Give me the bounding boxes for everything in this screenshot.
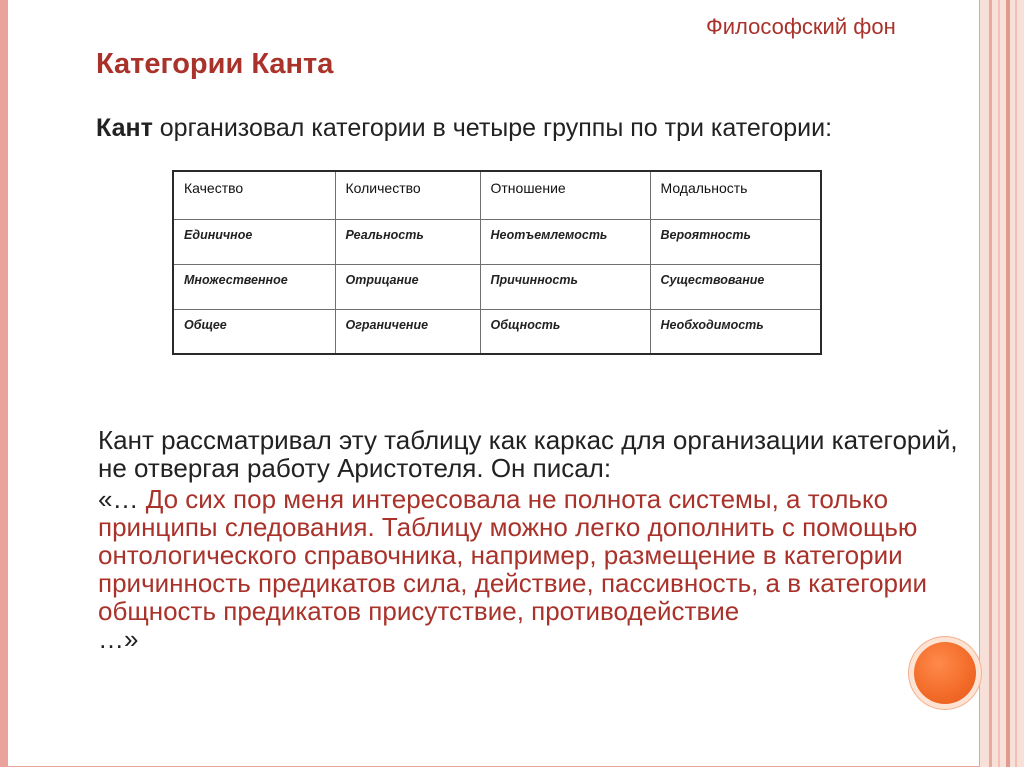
left-border [0, 0, 8, 767]
table-cell: Существование [650, 264, 821, 309]
slide-title: Категории Канта [96, 48, 334, 80]
table-cell: Неотъемлемость [480, 219, 650, 264]
table-cell: Общность [480, 309, 650, 354]
intro-rest: организовал категории в четыре группы по три категории: [152, 114, 833, 142]
quote-open: «… [98, 484, 139, 514]
table-cell: Множественное [173, 264, 335, 309]
table-header-cell: Качество [173, 171, 335, 219]
table-cell: Отрицание [335, 264, 480, 309]
table-header-cell: Отношение [480, 171, 650, 219]
table-cell: Необходимость [650, 309, 821, 354]
quote-close: …» [98, 624, 139, 654]
decorative-orange-circle [914, 642, 976, 704]
intro-text [96, 114, 832, 143]
table-header-row [173, 171, 821, 219]
table-row [173, 309, 821, 354]
section-label: Философский фон [706, 14, 896, 39]
table-row [173, 264, 821, 309]
intro-bold: Кант [96, 114, 153, 142]
table-cell: Общее [173, 309, 335, 354]
quote-body: До сих пор меня интересовала не полнота системы, а только принципы следования. Таблицу можно легко дополнить с помощью онтологического справочника, например, размещение в категории причинность предикатов сила, действие, пассивность, а в категории общность предикатов присутствие, противодействие [98, 484, 928, 626]
table-row [173, 219, 821, 264]
table-header-cell: Модальность [650, 171, 821, 219]
table-header-cell: Количество [335, 171, 480, 219]
paragraph-text: Кант рассматривал эту таблицу как каркас для организации категорий, не отвергая работу Аристотеля. Он писал: [98, 425, 958, 483]
table-cell: Реальность [335, 219, 480, 264]
table-cell: Причинность [480, 264, 650, 309]
table-cell: Единичное [173, 219, 335, 264]
table-cell: Вероятность [650, 219, 821, 264]
table-cell: Ограничение [335, 309, 480, 354]
categories-table [172, 170, 822, 355]
quote-text [98, 485, 988, 653]
